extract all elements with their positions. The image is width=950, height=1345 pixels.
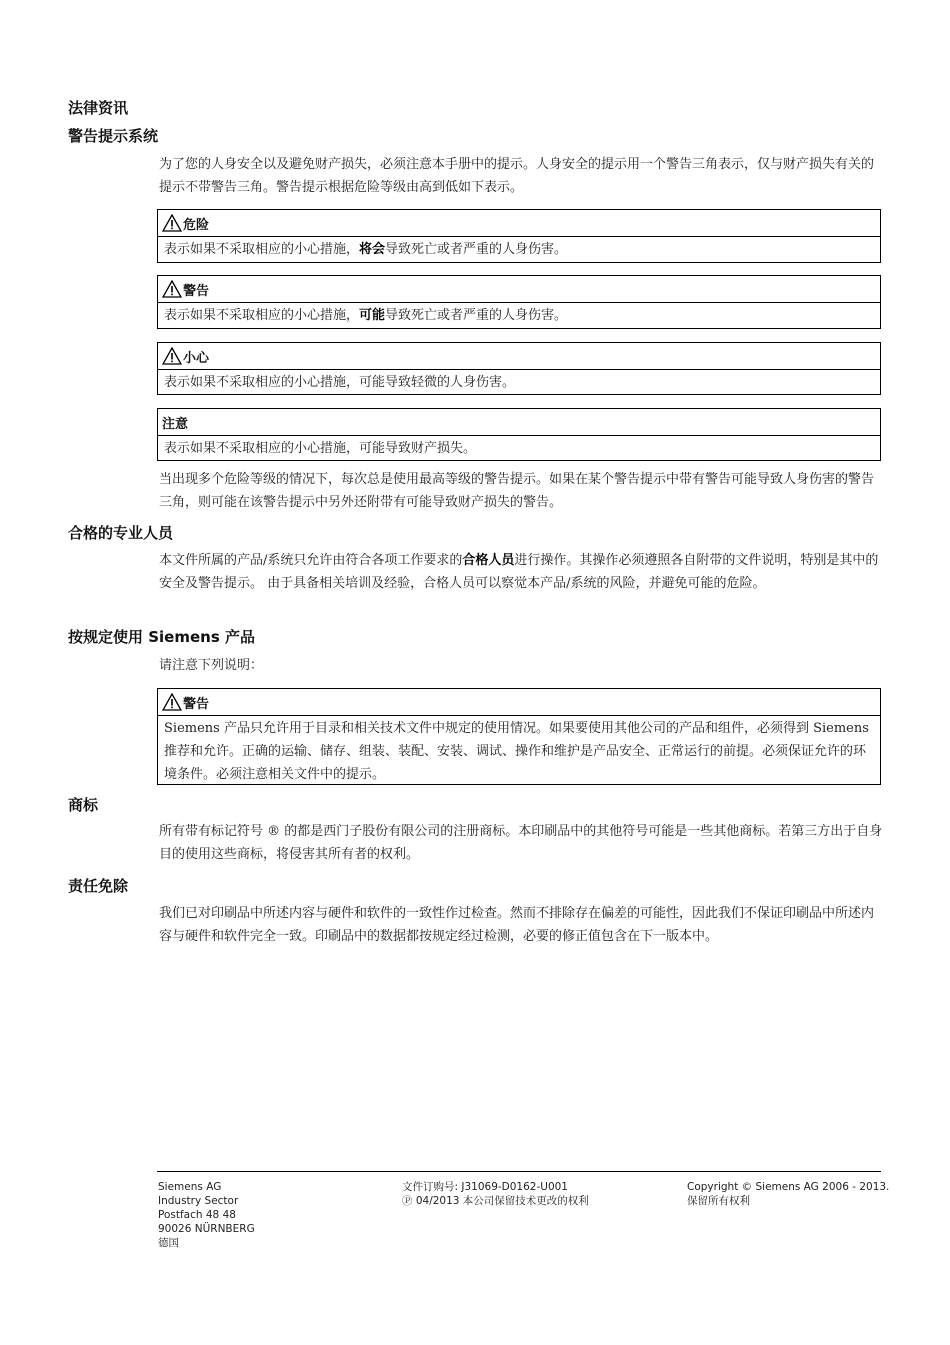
footer-address-line: Industry Sector — [158, 1195, 239, 1207]
warning-title: 警告 — [183, 283, 210, 299]
warning-box-header — [158, 276, 880, 303]
footer-rights-text: 保留所有权利 — [687, 1195, 750, 1207]
proper-use-box-text: Siemens 产品只允许用于目录和相关技术文件中规定的使用情况。如果要使用其他公司的产品和组件，必须得到 Siemens 推荐和允许。正确的运输、储存、组装、装配、安装、调试、操作和维护是产品安全、正常运行的前提。必须保证允许的环境条件。必须注意相关文件中的提示。 — [164, 721, 869, 782]
qualified-text-end: 进行操作。其操作必须遵照各自附带的文件说明，特别是其中的安全及警告提示。 由于具备相关培训及经验，合格人员可以察觉本产品/系统的风险，并避免可能的危险。 — [159, 553, 879, 591]
notice-text: 表示如果不采取相应的小心措施，可能导致财产损失。 — [164, 441, 477, 456]
qualified-paragraph — [159, 549, 883, 595]
warning-text-end: 导致死亡或者严重的人身伤害。 — [385, 308, 568, 323]
heading-disclaimer: 责任免除 — [68, 877, 129, 895]
danger-emphasis: 将会 — [359, 242, 386, 257]
footer-address-line: 90026 NÜRNBERG — [158, 1223, 255, 1235]
footer-divider — [157, 1171, 881, 1172]
footer-address-line: Siemens AG — [158, 1181, 222, 1193]
footer-address — [158, 1180, 255, 1250]
warning-body — [158, 303, 880, 328]
danger-title: 危险 — [183, 217, 210, 233]
danger-box — [157, 209, 881, 263]
heading-trademarks: 商标 — [68, 796, 99, 814]
footer-copyright-text: Copyright © Siemens AG 2006 - 2013. — [687, 1181, 890, 1193]
footer-order-info — [402, 1180, 589, 1208]
proper-use-warning-box — [157, 688, 881, 785]
proper-use-intro: 请注意下列说明： — [159, 658, 264, 673]
warning-triangle-icon — [162, 214, 182, 232]
warning-triangle-icon — [162, 693, 182, 711]
qualified-text: 本文件所属的产品/系统只允许由符合各项工作要求的 — [159, 553, 463, 568]
heading-qualified: 合格的专业人员 — [68, 524, 174, 542]
trademarks-paragraph: 所有带有标记符号 ® 的都是西门子股份有限公司的注册商标。本印刷品中的其他符号可能是一些其他商标。若第三方出于自身目的使用这些商标，将侵害其所有者的权利。 — [159, 824, 883, 862]
footer-address-line: Postfach 48 48 — [158, 1209, 236, 1221]
notice-box-header — [158, 409, 880, 436]
caution-box — [157, 342, 881, 395]
intro-paragraph: 为了您的人身安全以及避免财产损失，必须注意本手册中的提示。人身安全的提示用一个警告三角表示，仅与财产损失有关的提示不带警告三角。警告提示根据危险等级由高到低如下表示。 — [159, 157, 875, 195]
footer-copyright — [687, 1180, 889, 1208]
danger-body — [158, 237, 880, 262]
notice-title: 注意 — [162, 416, 189, 432]
caution-box-header — [158, 343, 880, 370]
multiple-levels-paragraph: 当出现多个危险等级的情况下，每次总是使用最高等级的警告提示。如果在某个警告提示中带有警告可能导致人身伤害的警告三角，则可能在该警告提示中另外还附带有可能导致财产损失的警告。 — [159, 472, 875, 510]
disclaimer-paragraph: 我们已对印刷品中所述内容与硬件和软件的一致性作过检查。然而不排除存在偏差的可能性，因此我们不保证印刷品中所述内容与硬件和软件完全一致。印刷品中的数据都按规定经过检测，必要的修正值包含在下一版本中。 — [159, 906, 875, 944]
caution-body — [158, 370, 880, 395]
proper-use-box-title: 警告 — [183, 696, 210, 712]
footer-order-number: 文件订购号: J31069-D0162-U001 — [402, 1181, 568, 1193]
proper-use-box-header — [158, 689, 880, 716]
warning-emphasis: 可能 — [359, 308, 386, 323]
qualified-emphasis: 合格人员 — [462, 553, 515, 568]
warning-text: 表示如果不采取相应的小心措施， — [164, 308, 360, 323]
warning-triangle-icon — [162, 347, 182, 365]
danger-text: 表示如果不采取相应的小心措施， — [164, 242, 360, 257]
footer-edition: Ⓟ 04/2013 本公司保留技术更改的权利 — [402, 1195, 589, 1207]
proper-use-box-body — [158, 716, 880, 786]
notice-body — [158, 436, 880, 461]
warning-triangle-icon — [162, 280, 182, 298]
footer-address-line: 德国 — [158, 1237, 179, 1249]
danger-text-end: 导致死亡或者严重的人身伤害。 — [385, 242, 568, 257]
danger-box-header — [158, 210, 880, 237]
page-title: 法律资讯 — [68, 99, 129, 117]
heading-proper-use: 按规定使用 Siemens 产品 — [68, 628, 255, 646]
heading-warning-system: 警告提示系统 — [68, 127, 159, 145]
warning-box — [157, 275, 881, 329]
caution-title: 小心 — [183, 350, 210, 366]
notice-box — [157, 408, 881, 461]
caution-text: 表示如果不采取相应的小心措施，可能导致轻微的人身伤害。 — [164, 375, 516, 390]
